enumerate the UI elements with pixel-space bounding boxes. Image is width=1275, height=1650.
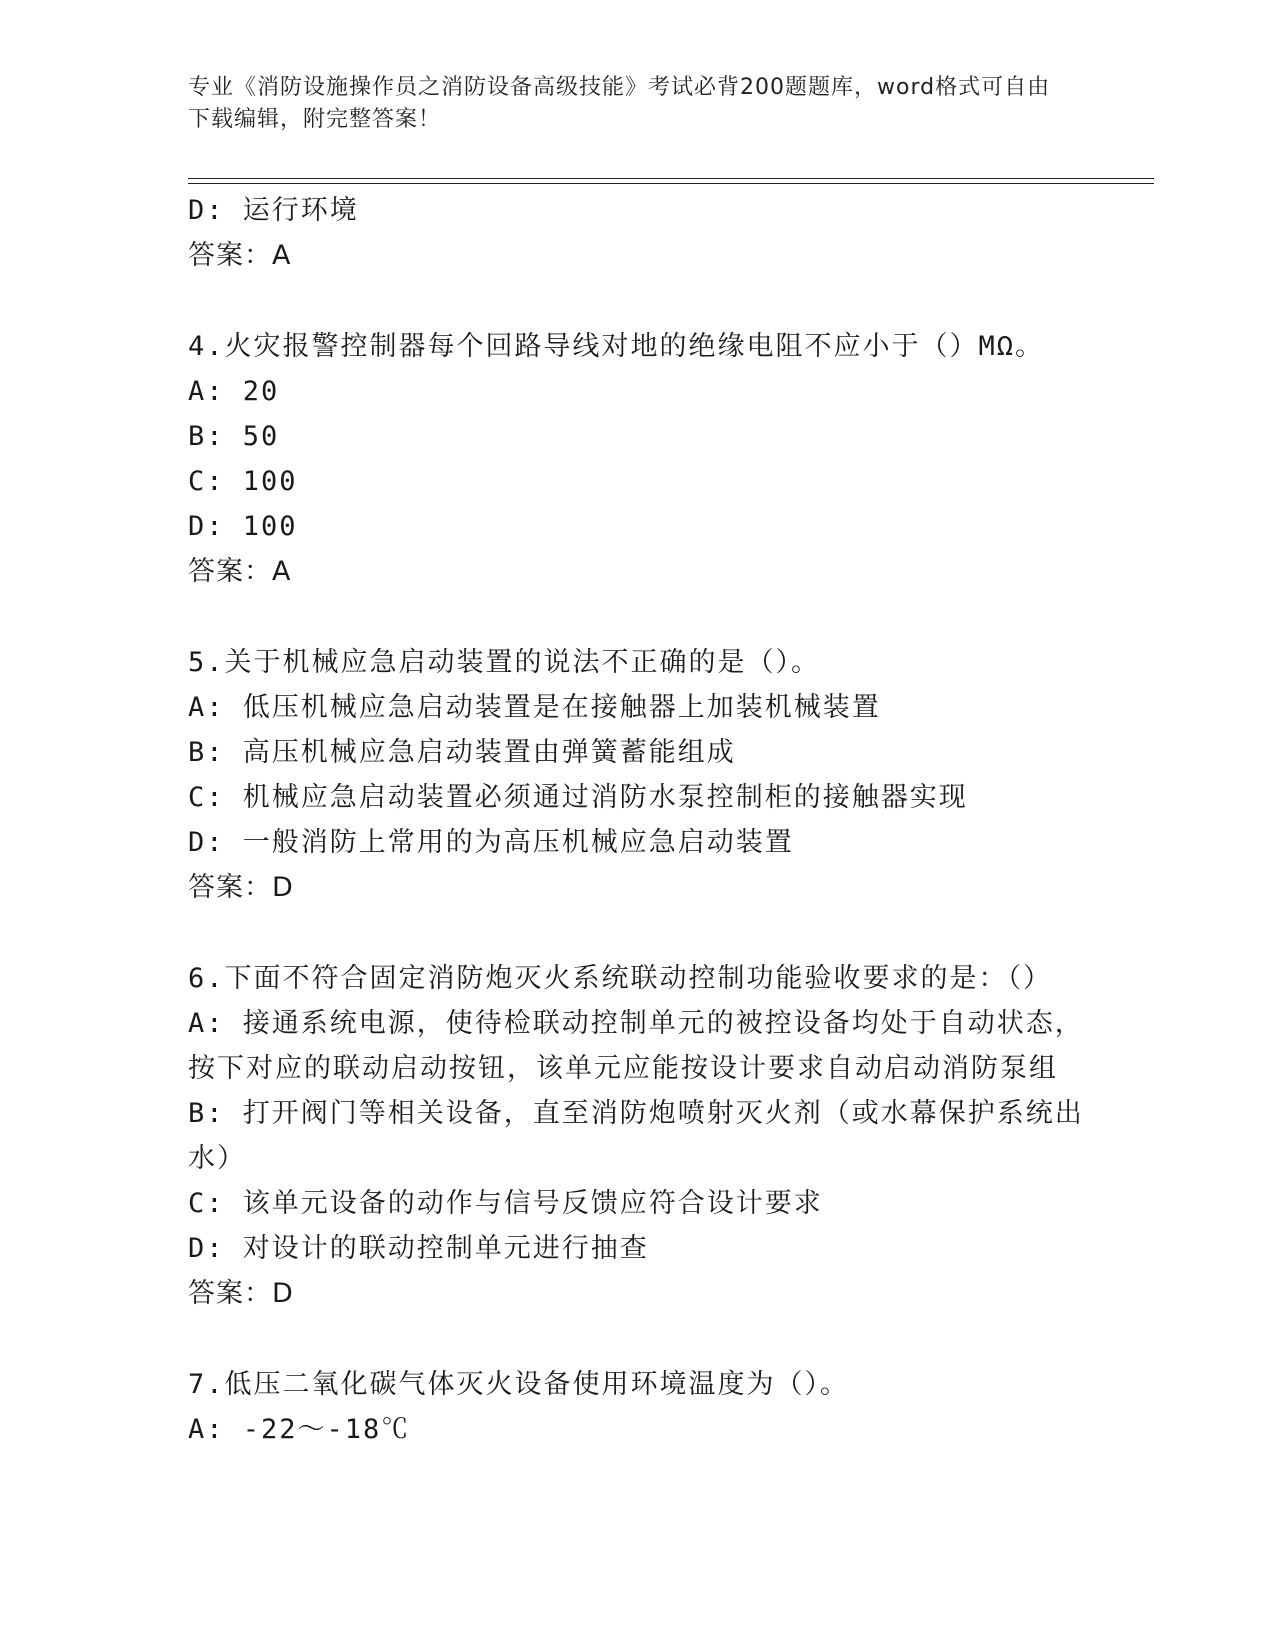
option-d: D: 运行环境 [188,195,359,226]
question-6 [188,956,1088,1316]
option-b: B: 高压机械应急启动装置由弹簧蓄能组成 [188,737,736,768]
question-stem: 4.火灾报警控制器每个回路导线对地的绝缘电阻不应小于（）MΩ。 [188,331,1045,362]
answer-line: 答案：A [188,556,292,587]
answer-line: 答案：A [188,240,292,271]
question-stem: 7.低压二氧化碳气体灭火设备使用环境温度为（）。 [188,1369,850,1400]
answer-line: 答案：D [188,1278,294,1309]
option-c: C: 该单元设备的动作与信号反馈应符合设计要求 [188,1188,823,1219]
option-d: D: 对设计的联动控制单元进行抽查 [188,1233,649,1264]
option-a: A: 20 [188,376,280,407]
question-stem: 6.下面不符合固定消防炮灭火系统联动控制功能验收要求的是：（） [188,963,1053,994]
prev-question-tail [188,188,1088,278]
option-d: D: 一般消防上常用的为高压机械应急启动装置 [188,827,794,858]
header-title: 专业《消防设施操作员之消防设备高级技能》考试必背200题题库，word格式可自由下载编辑，附完整答案！ [188,75,1051,132]
option-a: A: 接通系统电源，使待检联动控制单元的被控设备均处于自动状态，按下对应的联动启动按钮，该单元应能按设计要求自动启动消防泵组 [188,1008,1084,1084]
document-header [188,72,1068,136]
question-5 [188,640,1088,910]
option-b: B: 50 [188,421,280,452]
question-list [188,188,1088,1452]
option-d: D: 100 [188,511,298,542]
header-rule-bottom [188,183,1154,184]
question-7 [188,1362,1088,1452]
option-c: C: 机械应急启动装置必须通过消防水泵控制柜的接触器实现 [188,782,968,813]
option-b: B: 打开阀门等相关设备，直至消防炮喷射灭火剂（或水幕保护系统出水） [188,1098,1084,1174]
question-stem: 5.关于机械应急启动装置的说法不正确的是（）。 [188,647,821,678]
option-c: C: 100 [188,466,298,497]
question-4 [188,324,1088,594]
option-a: A: 低压机械应急启动装置是在接触器上加装机械装置 [188,692,881,723]
answer-line: 答案：D [188,872,294,903]
option-a: A: -22～-18℃ [188,1414,411,1445]
header-rule-top [188,178,1154,179]
